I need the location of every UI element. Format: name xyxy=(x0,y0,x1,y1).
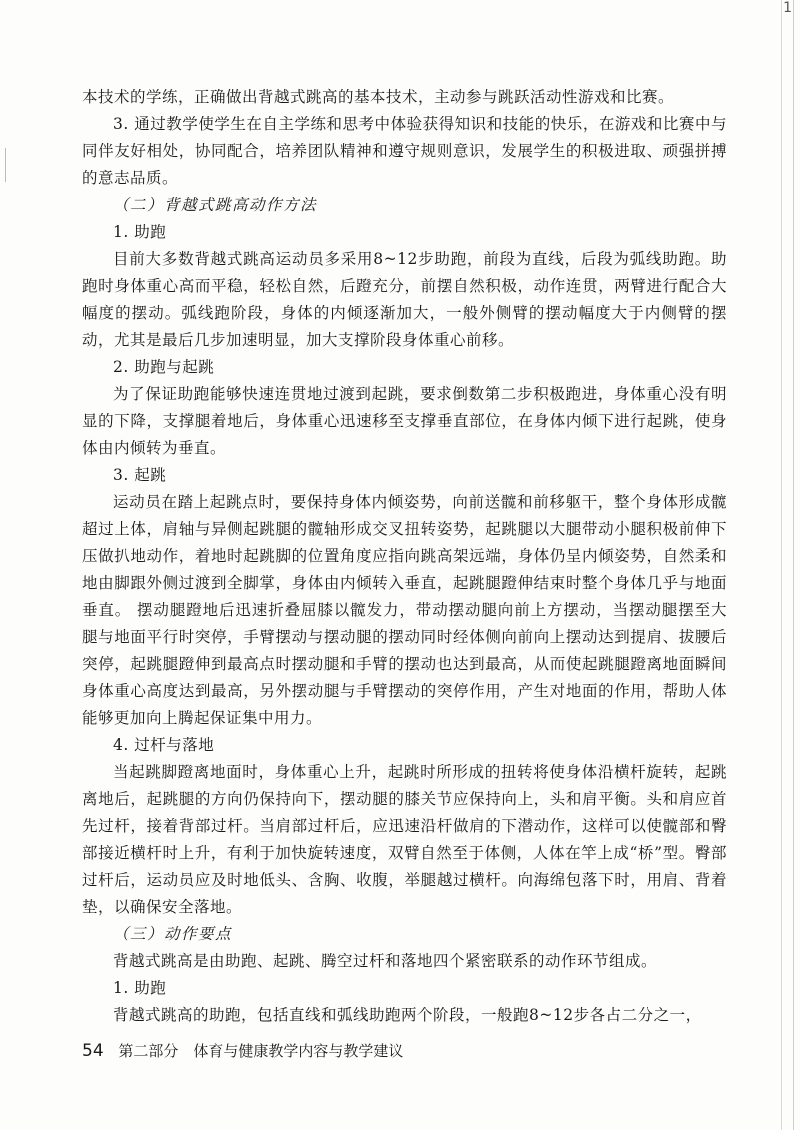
subsection-heading: 4. 过杆与落地 xyxy=(113,736,215,754)
margin-tick xyxy=(5,148,6,182)
section-heading: （二）背越式跳高动作方法 xyxy=(113,196,318,214)
paragraph: 背越式跳高是由助跑、起跳、腾空过杆和落地四个紧密联系的动作环节组成。 xyxy=(113,952,658,970)
paragraph: 当起跳脚蹬离地面时，身体重心上升，起跳时所形成的扭转将使身体沿横杆旋转，起跳离地后，起跳腿的方向仍保持向下，摆动腿的膝关节应保持向上，头和肩平衡。头和肩应首先过杆，接着背部过杆。当肩部过杆后，应迅速沿杆做肩的下潜动作，这样可以使髋部和臀部接近横杆时上升，有利于加快旋转速度，双臂自然至于体侧，人体在竿上成“桥”型。臀部过杆后，运动员应及时地低头、含胸、收腹，举腿越过横杆。向海绵包落下时，用肩、背着垫，以确保安全落地。 xyxy=(82,763,727,916)
subsection-heading: 3. 起跳 xyxy=(113,466,167,484)
subsection-heading: 2. 助跑与起跳 xyxy=(113,358,215,376)
page-body xyxy=(82,84,727,1029)
corner-mark: 1 xyxy=(783,0,792,16)
paragraph: 运动员在踏上起跳点时，要保持身体内倾姿势，向前送髋和前移躯干，整个身体形成髋超过上体，肩轴与异侧起跳腿的髋轴形成交叉扭转姿势，起跳腿以大腿带动小腿积极前伸下压做扒地动作，着地时起跳脚的位置角度应指向跳高架远端，身体仍呈内倾姿势，自然柔和地由脚跟外侧过渡到全脚掌，身体由内倾转入垂直，起跳腿蹬伸结束时整个身体几乎与地面垂直。 摆动腿蹬地后迅速折叠屈膝以髋发力，带动摆动腿向前上方摆动，当摆动腿摆至大腿与地面平行时突停，手臂摆动与摆动腿的摆动同时经体侧向前向上摆动达到提肩、拔腰后突停，起跳腿蹬伸到最高点时摆动腿和手臂的摆动也达到最高，从而使起跳腿蹬离地面瞬间身体重心高度达到最高，另外摆动腿与手臂摆动的突停作用，产生对地面的作用，帮助人体能够更加向上腾起保证集中用力。 xyxy=(82,493,727,727)
paragraph: 背越式跳高的助跑，包括直线和弧线助跑两个阶段，一般跑8~12步各占二分之一， xyxy=(113,1006,702,1024)
subsection-heading: 1. 助跑 xyxy=(113,979,167,997)
paragraph: 本技术的学练，正确做出背越式跳高的基本技术，主动参与跳跃活动性游戏和比赛。 xyxy=(82,88,675,106)
page-edge-line xyxy=(781,0,782,1130)
page-number: 54 xyxy=(82,1041,104,1061)
subsection-heading: 1. 助跑 xyxy=(113,223,167,241)
page-edge-line-outer xyxy=(793,0,794,1130)
paragraph: 目前大多数背越式跳高运动员多采用8~12步助跑，前段为直线，后段为弧线助跑。助跑时身体重心高而平稳，轻松自然，后蹬充分，前摆自然积极，动作连贯，两臂进行配合大幅度的摆动。弧线跑阶段，身体的内倾逐渐加大，一般外侧臂的摆动幅度大于内侧臂的摆动，尤其是最后几步加速明显，加大支撑阶段身体重心前移。 xyxy=(82,250,727,349)
section-heading: （三）动作要点 xyxy=(113,925,233,943)
page-footer xyxy=(82,1040,403,1061)
paragraph: 为了保证助跑能够快速连贯地过渡到起跳，要求倒数第二步积极跑进，身体重心没有明显的下降，支撑腿着地后，身体重心迅速移至支撑垂直部位，在身体内倾下进行起跳，使身体由内倾转为垂直。 xyxy=(82,385,727,457)
paragraph: 3. 通过教学使学生在自主学练和思考中体验获得知识和技能的快乐，在游戏和比赛中与同伴友好相处，协同配合，培养团队精神和遵守规则意识，发展学生的积极进取、顽强拼搏的意志品质。 xyxy=(82,115,727,187)
running-footer-title: 第二部分 体育与健康教学内容与教学建议 xyxy=(118,1042,404,1060)
